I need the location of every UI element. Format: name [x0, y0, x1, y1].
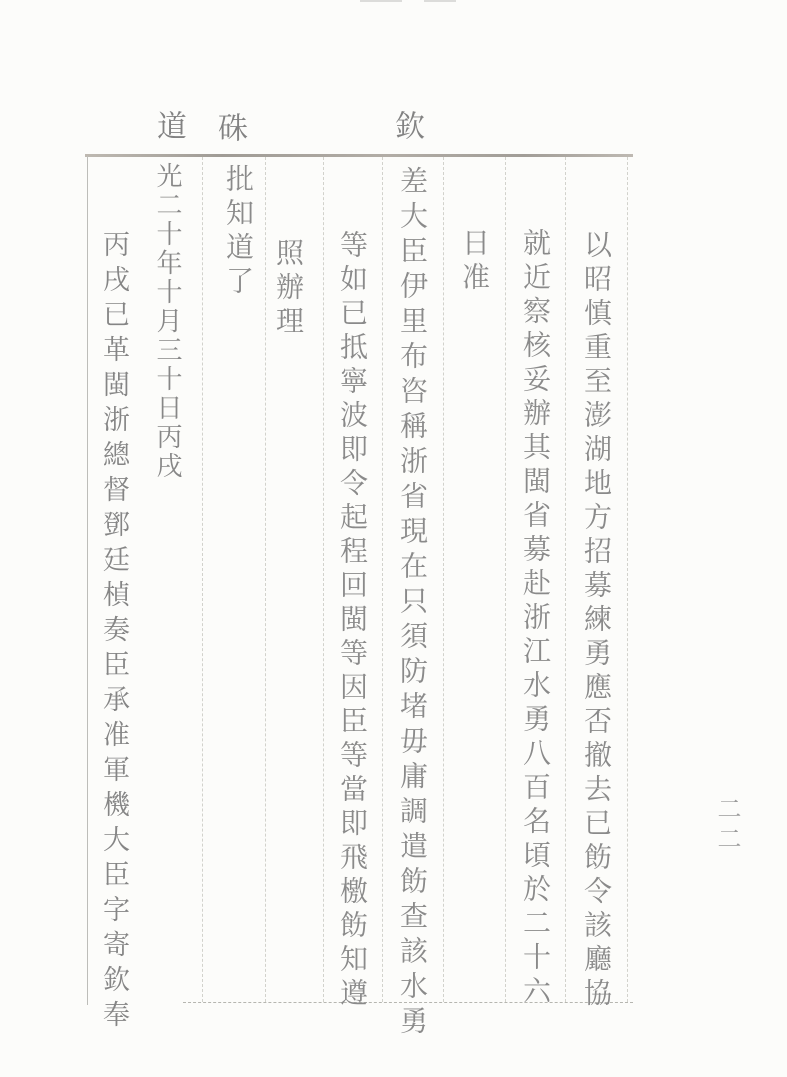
- grid-line: [202, 157, 203, 1002]
- text-column-5: 等如已抵寧波即令起程回閩等因臣等當即飛檄飭知遵: [336, 230, 369, 1012]
- raised-char-zhu: 硃: [212, 112, 247, 142]
- grid-line: [443, 157, 444, 1002]
- grid-line: [323, 157, 324, 1002]
- scan-artifact: [424, 0, 456, 2]
- text-column-6: 照辦理: [272, 238, 305, 340]
- raised-char-dao: 道: [151, 110, 186, 140]
- text-column-4: 差大臣伊里布咨稱浙省現在只須防堵毋庸調遣飭查該水勇: [396, 166, 429, 1041]
- text-column-7: 批知道了: [222, 164, 255, 300]
- text-column-2: 就近察核妥辦其閩省募赴浙江水勇八百名頃於二十六: [519, 228, 552, 1010]
- text-column-3: 日准: [458, 228, 491, 296]
- top-rule-line: [85, 154, 633, 157]
- grid-line: [505, 157, 506, 1002]
- raised-char-qin: 欽: [389, 110, 424, 140]
- grid-line: [565, 157, 566, 1002]
- left-border-line: [87, 156, 88, 1005]
- text-column-1: 以昭慎重至澎湖地方招募練勇應否撤去已飭令該廳協: [580, 230, 613, 1012]
- grid-line: [265, 157, 266, 1002]
- grid-line: [627, 157, 628, 1002]
- page-number: 二二: [713, 796, 741, 856]
- grid-line: [382, 157, 383, 1002]
- scan-artifact: [360, 0, 402, 2]
- attribution-column: 丙戌已革閩浙總督鄧廷楨奏臣承准軍機大臣字寄欽奉: [98, 230, 129, 1035]
- date-column: 光二十年十月三十日丙戌: [152, 162, 182, 481]
